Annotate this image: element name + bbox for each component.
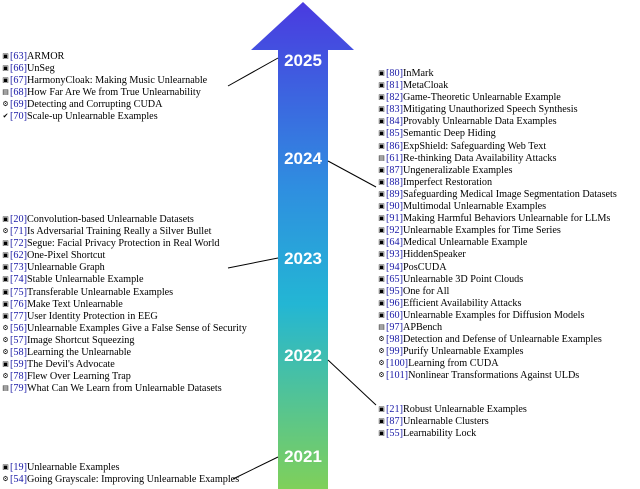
lock-icon: ▣ xyxy=(378,81,385,90)
paper-title: Safeguarding Medical Image Segmentation Datasets xyxy=(402,188,617,200)
lock-icon: ▣ xyxy=(378,165,385,174)
paper-entry xyxy=(378,297,617,309)
paper-entry xyxy=(2,322,247,334)
gear-icon: ⚙ xyxy=(378,371,385,380)
paper-title: HiddenSpeaker xyxy=(402,249,466,261)
paper-entry xyxy=(378,164,617,176)
lock-icon: ▣ xyxy=(378,238,385,247)
paper-entry xyxy=(378,176,617,188)
lock-icon: ▣ xyxy=(2,251,9,260)
citation-link[interactable]: [65] xyxy=(386,273,403,285)
gear-icon: ⚙ xyxy=(2,323,9,332)
gear-icon: ⚙ xyxy=(2,475,9,484)
citation-link[interactable]: [94] xyxy=(386,261,403,273)
citation-link[interactable]: [69] xyxy=(10,99,27,111)
paper-title: UnSeg xyxy=(26,63,55,75)
paper-title: Unlearnable Examples for Time Series xyxy=(402,225,561,237)
book-icon: ▤ xyxy=(2,88,9,97)
paper-entry xyxy=(2,86,207,98)
paper-entry xyxy=(2,62,207,74)
paper-entry xyxy=(2,50,207,62)
citation-link[interactable]: [79] xyxy=(10,383,27,395)
lock-icon: ▣ xyxy=(2,360,9,369)
lock-icon: ▣ xyxy=(378,93,385,102)
year-label-2024: 2024 xyxy=(284,149,322,168)
citation-link[interactable]: [66] xyxy=(10,63,27,75)
citation-link[interactable]: [67] xyxy=(10,75,27,87)
lock-icon: ▣ xyxy=(378,405,385,413)
citation-link[interactable]: [87] xyxy=(386,416,403,428)
lock-icon: ▣ xyxy=(378,141,385,150)
citation-link[interactable]: [54] xyxy=(10,474,27,486)
year-label-2023: 2023 xyxy=(284,249,322,268)
paper-entry xyxy=(2,358,247,370)
lock-icon: ▣ xyxy=(378,250,385,259)
citation-link[interactable]: [70] xyxy=(10,111,27,123)
paper-title: Provably Unlearnable Data Examples xyxy=(402,116,557,128)
citation-link[interactable]: [85] xyxy=(386,128,403,140)
lock-icon: ▣ xyxy=(2,263,9,272)
paper-title: ARMOR xyxy=(26,51,65,62)
paper-title: Segue: Facial Privacy Protection in Real World xyxy=(26,238,220,250)
lock-icon: ▣ xyxy=(378,69,385,77)
lock-icon: ▣ xyxy=(378,214,385,223)
citation-link[interactable]: [73] xyxy=(10,262,27,274)
citation-link[interactable]: [63] xyxy=(10,51,27,62)
citation-link[interactable]: [83] xyxy=(386,104,403,116)
lock-icon: ▣ xyxy=(378,189,385,198)
citation-link[interactable]: [78] xyxy=(10,371,27,383)
book-icon: ▤ xyxy=(2,384,9,393)
paper-entry xyxy=(378,415,527,427)
lock-icon: ▣ xyxy=(2,239,9,248)
citation-link[interactable]: [72] xyxy=(10,238,27,250)
lock-icon: ▣ xyxy=(2,215,9,223)
paper-title: Stable Unlearnable Example xyxy=(26,274,144,286)
paper-entry xyxy=(378,403,527,415)
paper-entry xyxy=(2,286,247,298)
lock-icon: ▣ xyxy=(378,117,385,126)
paper-title: Making Harmful Behaviors Unlearnable for LLMs xyxy=(402,213,611,225)
citation-link[interactable]: [58] xyxy=(10,347,27,359)
citation-link[interactable]: [75] xyxy=(10,286,27,298)
paper-entry xyxy=(2,461,239,473)
citation-link[interactable]: [92] xyxy=(386,225,403,237)
paper-title: Efficient Availability Attacks xyxy=(402,297,522,309)
citation-link[interactable]: [87] xyxy=(386,164,403,176)
paper-title: Learning from CUDA xyxy=(408,358,499,370)
paper-entry xyxy=(378,140,617,152)
paper-title: Learnability Lock xyxy=(402,428,477,440)
citation-link[interactable]: [90] xyxy=(386,201,403,213)
citation-link[interactable]: [91] xyxy=(386,213,403,225)
paper-title: Unlearnable Examples Give a False Sense of Security xyxy=(26,322,247,334)
paper-title: Detecting and Corrupting CUDA xyxy=(26,99,163,111)
lock-icon: ▣ xyxy=(378,286,385,295)
citation-link[interactable]: [96] xyxy=(386,297,403,309)
paper-entry xyxy=(2,110,207,122)
paper-title: Semantic Deep Hiding xyxy=(402,128,496,140)
paper-title: What Can We Learn from Unlearnable Datasets xyxy=(26,383,222,395)
paper-title: Flew Over Learning Trap xyxy=(26,371,131,383)
paper-title: Is Adversarial Training Really a Silver Bullet xyxy=(26,226,212,238)
citation-link[interactable]: [98] xyxy=(386,334,403,346)
year-label-2022: 2022 xyxy=(284,346,322,365)
lock-icon: ▣ xyxy=(378,129,385,138)
book-icon: ▤ xyxy=(378,322,385,331)
paper-entry xyxy=(378,427,527,439)
paper-entry xyxy=(378,200,617,212)
paper-entry xyxy=(378,261,617,273)
connector-2024 xyxy=(328,161,376,187)
paper-list-2021 xyxy=(2,461,239,485)
paper-title: Re-thinking Data Availability Attacks xyxy=(402,152,557,164)
paper-title: Multimodal Unlearnable Examples xyxy=(402,201,547,213)
citation-link[interactable]: [82] xyxy=(386,92,403,104)
citation-link[interactable]: [77] xyxy=(10,310,27,322)
citation-link[interactable]: [61] xyxy=(386,152,403,164)
paper-title: One-Pixel Shortcut xyxy=(26,250,106,262)
connector-2022 xyxy=(328,360,376,405)
paper-title: One for All xyxy=(402,285,450,297)
paper-title: Going Grayscale: Improving Unlearnable Examples xyxy=(26,474,240,486)
paper-title: Unlearnable 3D Point Clouds xyxy=(402,273,524,285)
paper-list-2023 xyxy=(2,213,247,394)
lock-icon: ▣ xyxy=(378,177,385,186)
paper-list-2024 xyxy=(378,67,617,381)
citation-link[interactable]: [99] xyxy=(386,346,403,358)
paper-entry xyxy=(2,249,247,261)
paper-list-2025 xyxy=(2,50,207,123)
lock-icon: ▣ xyxy=(378,105,385,114)
lock-icon: ▣ xyxy=(2,64,9,73)
paper-entry xyxy=(378,103,617,115)
citation-link[interactable]: [93] xyxy=(386,249,403,261)
paper-entry xyxy=(2,273,247,285)
lock-icon: ▣ xyxy=(378,417,385,426)
paper-title: The Devil's Advocate xyxy=(26,359,115,371)
lock-icon: ▣ xyxy=(2,287,9,296)
paper-title: Detection and Defense of Unlearnable Examples xyxy=(402,334,602,346)
lock-icon: ▣ xyxy=(378,202,385,211)
gear-icon: ⚙ xyxy=(2,335,9,344)
lock-icon: ▣ xyxy=(378,310,385,319)
lock-icon: ▣ xyxy=(2,311,9,320)
paper-title: Transferable Unlearnable Examples xyxy=(26,286,174,298)
paper-title: Image Shortcut Squeezing xyxy=(26,334,135,346)
paper-title: Unlearnable Graph xyxy=(26,262,105,274)
year-label-2025: 2025 xyxy=(284,51,322,70)
citation-link[interactable]: [100] xyxy=(386,358,409,370)
paper-entry xyxy=(378,285,617,297)
paper-entry xyxy=(378,212,617,224)
citation-link[interactable]: [81] xyxy=(386,80,403,92)
citation-link[interactable]: [84] xyxy=(386,116,403,128)
citation-link[interactable]: [62] xyxy=(10,250,27,262)
paper-entry xyxy=(2,237,247,249)
paper-title: User Identity Protection in EEG xyxy=(26,310,158,322)
paper-entry xyxy=(378,321,617,333)
paper-title: Robust Unlearnable Examples xyxy=(402,404,527,415)
lock-icon: ▣ xyxy=(378,274,385,283)
lock-icon: ▣ xyxy=(2,76,9,85)
paper-title: InMark xyxy=(402,68,434,79)
paper-entry xyxy=(2,370,247,382)
citation-link[interactable]: [55] xyxy=(386,428,403,440)
citation-link[interactable]: [76] xyxy=(10,298,27,310)
paper-entry xyxy=(378,67,617,79)
paper-title: Medical Unlearnable Example xyxy=(402,237,528,249)
timeline-arrow xyxy=(251,2,354,489)
citation-link[interactable]: [56] xyxy=(10,322,27,334)
citation-link[interactable]: [86] xyxy=(386,140,403,152)
paper-entry xyxy=(2,225,247,237)
paper-entry xyxy=(2,334,247,346)
paper-list-2022 xyxy=(378,403,527,439)
paper-entry xyxy=(378,345,617,357)
citation-link[interactable]: [68] xyxy=(10,87,27,99)
paper-entry xyxy=(378,79,617,91)
gear-icon: ⚙ xyxy=(378,347,385,356)
paper-entry xyxy=(2,382,247,394)
gear-icon: ⚙ xyxy=(2,100,9,109)
citation-link[interactable]: [71] xyxy=(10,226,27,238)
year-label-2021: 2021 xyxy=(284,447,322,466)
paper-entry xyxy=(378,91,617,103)
gear-icon: ⚙ xyxy=(378,359,385,368)
paper-title: Unlearnable Examples xyxy=(26,462,120,473)
paper-entry xyxy=(2,310,247,322)
paper-entry xyxy=(2,74,207,86)
lock-icon: ▣ xyxy=(2,275,9,284)
lock-icon: ▣ xyxy=(378,429,385,438)
paper-entry xyxy=(378,309,617,321)
citation-link[interactable]: [95] xyxy=(386,285,403,297)
gear-icon: ⚙ xyxy=(2,372,9,381)
paper-entry xyxy=(2,98,207,110)
lock-icon: ▣ xyxy=(2,463,9,471)
paper-entry xyxy=(378,273,617,285)
paper-entry xyxy=(378,333,617,345)
citation-link[interactable]: [60] xyxy=(386,309,403,321)
paper-title: Make Text Unlearnable xyxy=(26,298,123,310)
paper-entry xyxy=(378,224,617,236)
connector-2025 xyxy=(228,58,278,86)
paper-title: Unlearnable Clusters xyxy=(402,416,489,428)
paper-entry xyxy=(2,261,247,273)
citation-link[interactable]: [64] xyxy=(386,237,403,249)
paper-entry xyxy=(2,298,247,310)
paper-title: Learning the Unlearnable xyxy=(26,347,132,359)
gear-icon: ⚙ xyxy=(2,227,9,236)
paper-title: MetaCloak xyxy=(402,80,449,92)
paper-title: Mitigating Unauthorized Speech Synthesis xyxy=(402,104,578,116)
gear-icon: ⚙ xyxy=(378,335,385,344)
paper-entry xyxy=(2,473,239,485)
lock-icon: ▣ xyxy=(378,262,385,271)
paper-title: Unlearnable Examples for Diffusion Models xyxy=(402,309,585,321)
paper-title: ExpShield: Safeguarding Web Text xyxy=(402,140,547,152)
paper-entry xyxy=(378,369,617,381)
book-icon: ▤ xyxy=(378,153,385,162)
paper-entry xyxy=(378,236,617,248)
paper-title: Scale-up Unlearnable Examples xyxy=(26,111,158,123)
paper-title: How Far Are We from True Unlearnability xyxy=(26,87,201,99)
paper-title: HarmonyCloak: Making Music Unlearnable xyxy=(26,75,208,87)
lock-icon: ▣ xyxy=(2,52,9,60)
citation-link[interactable]: [59] xyxy=(10,359,27,371)
citation-link[interactable]: [88] xyxy=(386,176,403,188)
paper-entry xyxy=(378,152,617,164)
paper-entry xyxy=(2,213,247,225)
paper-title: PosCUDA xyxy=(402,261,447,273)
citation-link[interactable]: [89] xyxy=(386,188,403,200)
paper-entry xyxy=(378,127,617,139)
citation-link[interactable]: [101] xyxy=(386,370,409,382)
paper-entry xyxy=(378,115,617,127)
citation-link[interactable]: [57] xyxy=(10,334,27,346)
paper-title: Imperfect Restoration xyxy=(402,176,493,188)
citation-link[interactable]: [19] xyxy=(10,462,27,473)
paper-title: Ungeneralizable Examples xyxy=(402,164,513,176)
lock-icon: ▣ xyxy=(378,226,385,235)
paper-title: Nonlinear Transformations Against ULDs xyxy=(408,370,580,382)
lock-icon: ▣ xyxy=(2,299,9,308)
citation-link[interactable]: [20] xyxy=(10,214,27,225)
citation-link[interactable]: [21] xyxy=(386,404,403,415)
lock-icon: ▣ xyxy=(378,298,385,307)
paper-title: Game-Theoretic Unlearnable Example xyxy=(402,92,561,104)
paper-title: APBench xyxy=(402,321,443,333)
checkmark-icon: ✔ xyxy=(2,112,9,121)
connector-2021 xyxy=(233,457,278,479)
gear-icon: ⚙ xyxy=(2,348,9,357)
paper-entry xyxy=(378,357,617,369)
paper-title: Convolution-based Unlearnable Datasets xyxy=(26,214,194,225)
paper-entry xyxy=(378,248,617,260)
paper-title: Purify Unlearnable Examples xyxy=(402,346,524,358)
citation-link[interactable]: [97] xyxy=(386,321,403,333)
paper-entry xyxy=(2,346,247,358)
paper-entry xyxy=(378,188,617,200)
citation-link[interactable]: [80] xyxy=(386,68,403,79)
citation-link[interactable]: [74] xyxy=(10,274,27,286)
